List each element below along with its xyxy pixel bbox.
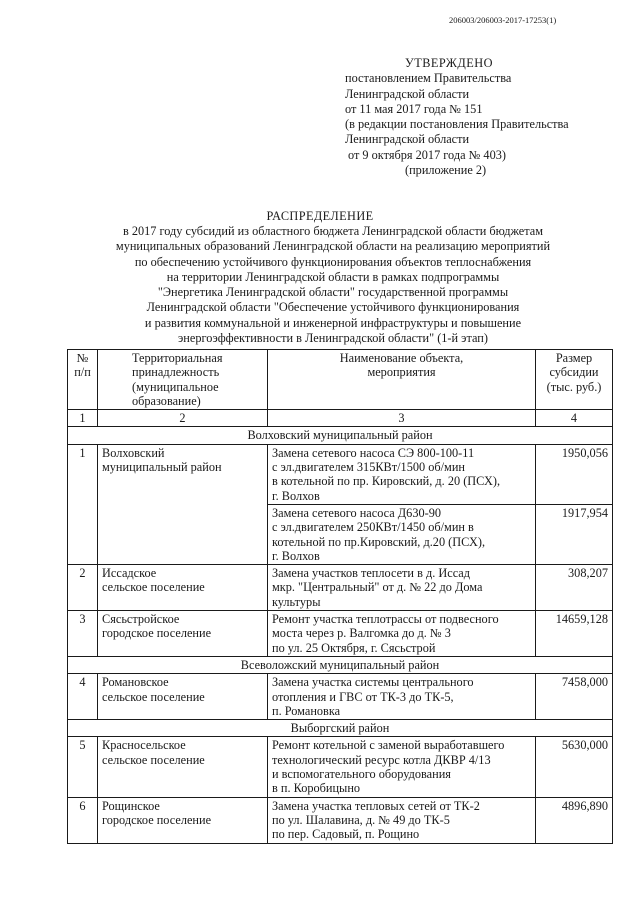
region-name-line: Выборгский район [290,721,390,736]
row-territory-line: Иссадское [102,566,157,581]
row-territory-line: городское поселение [102,812,212,827]
row-amount-line: 1917,954 [561,505,608,520]
header-territory-line: образование) [132,393,201,408]
column-number [68,410,98,427]
row-number [68,797,98,843]
row-object-line: Замена сетевого насоса СЭ 800-100-11 [272,445,475,460]
header-amount-line: Размер [555,351,593,365]
region-name-line: Всеволожский муниципальный район [240,657,440,672]
region-row [68,656,613,673]
approval-line: постановлением Правительства [345,71,512,86]
header-no [68,350,98,410]
row-territory [98,565,268,611]
row-object-line: Замена участка тепловых сетей от ТК-2 [272,798,480,813]
row-object-line: Ремонт котельной с заменой выработавшего [272,738,505,753]
row-territory-line: сельское поселение [102,752,205,767]
column-number [268,410,536,427]
header-object [268,350,536,410]
header-amount [536,350,613,410]
row-amount-line: 1950,056 [561,445,608,460]
row-object [268,674,536,720]
row-amount-line: 14659,128 [555,612,608,627]
approval-line: Ленинградской области [345,132,470,147]
row-amount [536,444,613,504]
subtitle-line: в 2017 году субсидий из областного бюджета Ленинградской области бюджетам [122,224,544,238]
row-object-line: по пер. Садовый, п. Рощино [272,827,420,842]
table-row [68,797,613,843]
row-number-line: 1 [79,445,86,460]
row-territory-line: Романовское [102,675,169,690]
row-object [268,504,536,564]
row-number [68,737,98,797]
table-row [68,737,613,797]
column-number-line: 1 [79,411,86,426]
region-row [68,720,613,737]
region-name [68,720,613,737]
subtitle-line: энергоэффективности в Ленинградской области" (1-й этап) [178,331,488,346]
row-territory-line: сельское поселение [102,689,205,704]
region-name [68,656,613,673]
header-territory-line: принадлежность [132,365,220,380]
row-object-line: Замена участков теплосети в д. Иссад [272,566,471,581]
column-number-row [68,410,613,427]
header-no-line: № [76,351,89,365]
header-amount-line: (тыс. руб.) [546,379,602,394]
row-object-line: с эл.двигателем 250КВт/1450 об/мин в [272,520,474,535]
column-number-line: 4 [570,411,578,426]
row-amount [536,674,613,720]
distribution-table [67,349,613,844]
row-number [68,674,98,720]
row-amount [536,504,613,564]
row-amount-line: 4896,890 [561,798,608,813]
document-heading: РАСПРЕДЕЛЕНИЕ [266,209,374,223]
header-amount-line: субсидии [549,365,599,380]
row-territory-line: Красносельское [102,738,186,753]
row-object-line: Ремонт участка теплотрассы от подвесного [272,612,499,627]
row-number-line: 6 [79,798,86,813]
row-object-line: технологический ресурс котла ДКВР 4/13 [272,752,491,767]
subtitle-line: муниципальных образований Ленинградской области на реализацию мероприятий [115,239,551,254]
column-number-line: 3 [398,411,405,426]
row-amount [536,565,613,611]
region-row [68,427,613,444]
row-number-line: 3 [79,612,86,627]
row-amount [536,737,613,797]
approval-title: УТВЕРЖДЕНО [405,56,494,70]
subtitle-line: "Энергетика Ленинградской области" государственной программы [157,285,509,300]
row-territory-line: сельское поселение [102,580,205,595]
approval-line: (приложение 2) [405,163,487,178]
row-number-line: 4 [79,675,86,690]
row-number [68,611,98,657]
row-object-line: по ул. Шалавина, д. № 49 до ТК-5 [272,812,450,827]
row-object-line: отопления и ГВС от ТК-3 до ТК-5, [272,689,454,704]
row-territory [98,444,268,564]
row-territory [98,611,268,657]
row-object-line: культуры [272,594,321,609]
row-amount-line: 308,207 [568,566,608,581]
row-object-line: с эл.двигателем 315КВт/1500 об/мин [272,460,465,475]
row-territory-line: Рощинское [102,798,160,813]
subtitle-line: и развития коммунальной и инженерной инфраструктуры и повышение [144,315,522,330]
row-number [68,565,98,611]
row-object [268,797,536,843]
row-territory [98,797,268,843]
approval-line: от 11 мая 2017 года № 151 [345,101,483,116]
table-row [68,611,613,657]
row-territory-line: Волховский [102,445,165,460]
subtitle-line: Ленинградской области "Обеспечение устойчивого функционирования [146,300,520,315]
row-object [268,565,536,611]
row-amount [536,611,613,657]
column-number-line: 2 [179,411,186,426]
header-object-line: мероприятия [367,365,436,380]
document-id: 206003/206003-2017-17253(1) [449,15,557,25]
document-subtitle [76,224,590,346]
row-object-line: котельной по пр.Кировский, д.20 (ПСХ), [272,534,486,549]
column-number [98,410,268,427]
header-no-line: п/п [74,365,91,380]
header-object-line: Наименование объекта, [339,351,464,365]
subtitle-line: на территории Ленинградской области в рамках подпрограммы [166,269,500,284]
region-name [68,427,613,444]
row-object-line: Замена сетевого насоса Д630-90 [272,505,442,520]
row-object-line: в п. Коробицыно [272,781,361,796]
row-territory [98,737,268,797]
row-territory-line: муниципальный район [102,460,222,475]
row-amount-line: 5630,000 [561,738,608,753]
row-object-line: г. Волхов [272,548,320,563]
row-territory-line: Сясьстройское [102,612,180,627]
row-object [268,611,536,657]
approval-line: (в редакции постановления Правительства [345,117,569,132]
subtitle-line: по обеспечению устойчивого функционирования объектов теплоснабжения [134,254,532,269]
row-number-line: 2 [79,566,86,581]
row-object-line: по ул. 25 Октября, г. Сясьстрой [272,640,436,655]
row-amount [536,797,613,843]
column-number [536,410,613,427]
row-amount-line: 7458,000 [561,675,608,690]
header-territory-line: Территориальная [132,351,223,365]
row-object-line: в котельной по пр. Кировский, д. 20 (ПСХ), [272,474,501,489]
approval-stamp [345,56,625,178]
table-header-row [68,350,613,410]
row-number-line: 5 [79,738,86,753]
table-row [68,674,613,720]
approval-line: Ленинградской области [345,86,470,101]
row-object-line: г. Волхов [272,488,320,503]
row-object [268,444,536,504]
region-name-line: Волховский муниципальный район [247,428,433,443]
table-row [68,444,613,504]
row-object-line: и вспомогательного оборудования [272,767,451,782]
table-row [68,565,613,611]
row-number [68,444,98,564]
row-territory [98,674,268,720]
header-territory-line: (муниципальное [132,379,219,394]
row-territory-line: городское поселение [102,626,212,641]
row-object-line: моста через р. Валгомка до д. № 3 [272,626,451,641]
header-territory [98,350,268,410]
row-object-line: п. Романовка [272,703,341,718]
approval-line: от 9 октября 2017 года № 403) [348,147,506,162]
row-object [268,737,536,797]
row-object-line: мкр. "Центральный" от д. № 22 до Дома [272,580,483,595]
row-object-line: Замена участка системы центрального [272,675,474,690]
